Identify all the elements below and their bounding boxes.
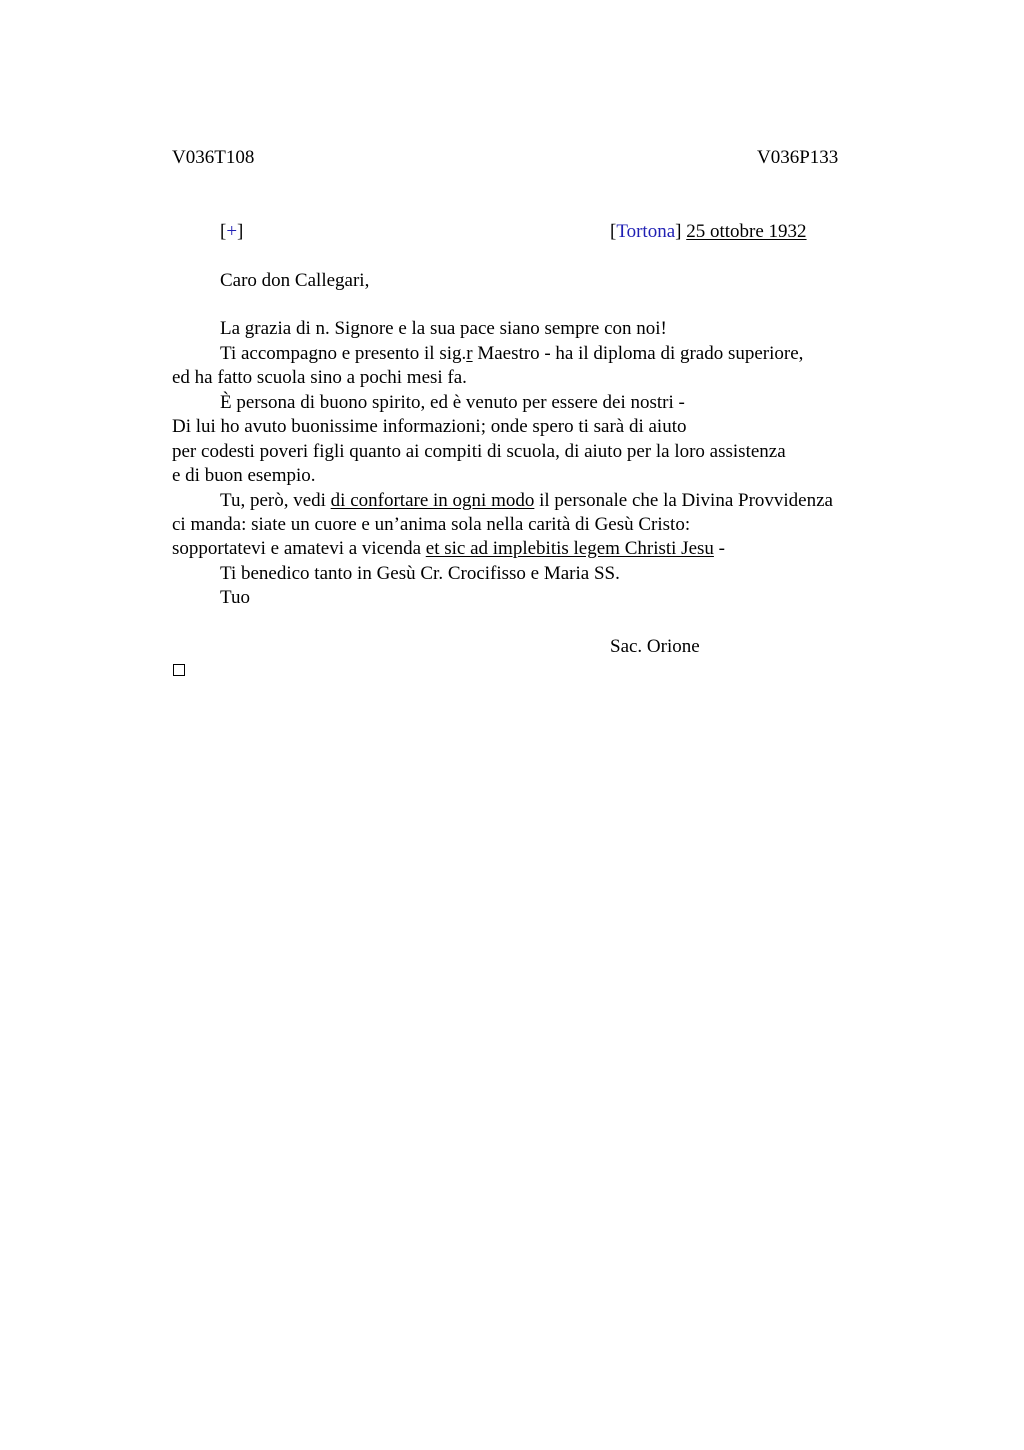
cross-icon: + (226, 221, 238, 242)
body-line-4: È persona di buono spirito, ed è venuto per essere dei nostri - (220, 392, 685, 413)
letter-date: 25 ottobre 1932 (686, 221, 807, 242)
salutation: Caro don Callegari, (220, 270, 370, 291)
document-code-left: V036T108 (172, 147, 255, 168)
end-square-icon (173, 664, 185, 676)
body-line-9: ci manda: siate un cuore e un’anima sola nella carità di Gesù Cristo: (172, 514, 691, 535)
document-code-right: V036P133 (757, 147, 839, 168)
body-line-3: ed ha fatto scuola sino a pochi mesi fa. (172, 367, 467, 388)
body-line-8: Tu, però, vedi di confortare in ogni modo il personale che la Divina Provvidenza (220, 490, 833, 511)
body-line-7: e di buon esempio. (172, 465, 316, 486)
signature: Sac. Orione (610, 636, 700, 657)
body-line-12: Tuo (220, 587, 250, 608)
place-and-date: [Tortona] 25 ottobre 1932 (610, 221, 807, 242)
body-line-2: Ti accompagno e presento il sig.r Maestro - ha il diploma di grado superiore, (220, 343, 804, 364)
body-line-11: Ti benedico tanto in Gesù Cr. Crocifisso e Maria SS. (220, 563, 620, 584)
body-line-6: per codesti poveri figli quanto ai compiti di scuola, di aiuto per la loro assistenza (172, 441, 786, 462)
body-line-1: La grazia di n. Signore e la sua pace siano sempre con noi! (220, 318, 667, 339)
body-line-10: sopportatevi e amatevi a vicenda et sic ad implebitis legem Christi Jesu - (172, 538, 725, 559)
place-name: Tortona (616, 221, 676, 242)
body-line-5: Di lui ho avuto buonissime informazioni; onde spero ti sarà di aiuto (172, 416, 687, 437)
cross-mark: [+] (220, 221, 244, 242)
